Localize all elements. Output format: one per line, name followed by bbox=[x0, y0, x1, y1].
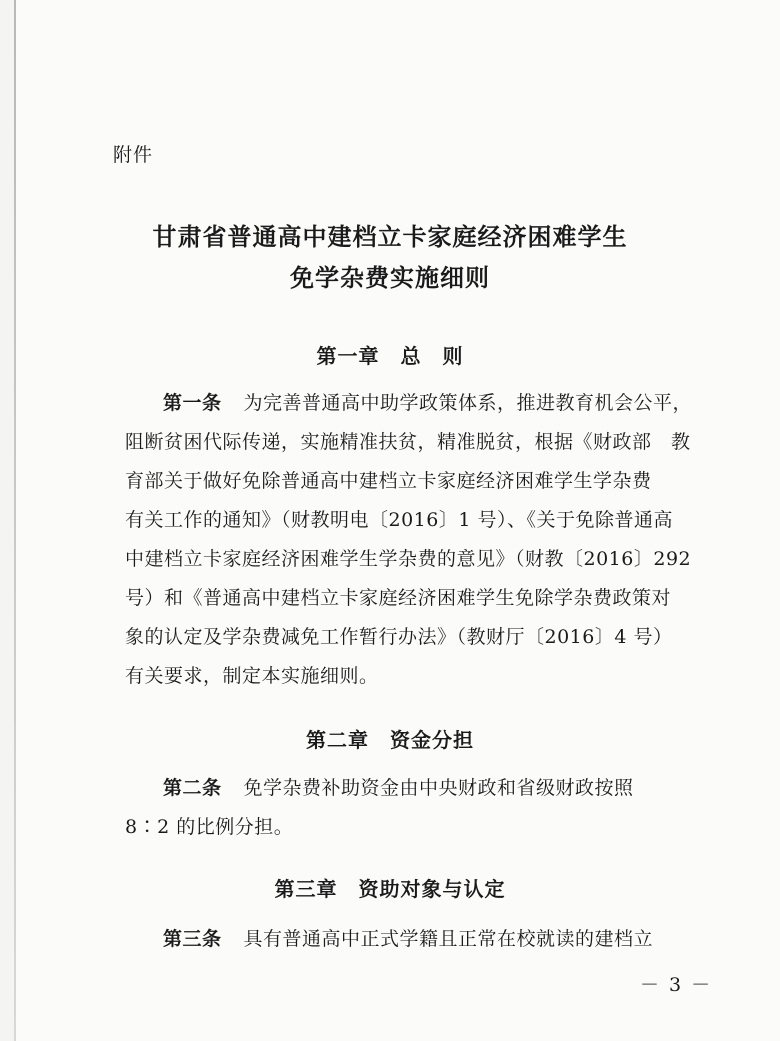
article-1-line-2: 阻断贫困代际传递，实施精准扶贫，精准脱贫，根据《财政部 教 bbox=[125, 431, 691, 453]
article-1-heading: 第一条 bbox=[163, 392, 222, 414]
article-2-line-2: 8∶2 的比例分担。 bbox=[125, 816, 294, 838]
article-3-text: 具有普通高中正式学籍且正常在校就读的建档立 bbox=[243, 928, 654, 950]
article-3-heading: 第三条 bbox=[163, 928, 222, 950]
article-1-line-3: 育部关于做好免除普通高中建档立卡家庭经济困难学生学杂费 bbox=[125, 470, 652, 492]
article-2-text: 免学杂费补助资金由中央财政和省级财政按照 bbox=[243, 777, 634, 799]
article-1-line-5: 中建档立卡家庭经济困难学生学杂费的意见》（财教〔2016〕292 bbox=[125, 548, 692, 570]
article-1-line-6: 号）和《普通高中建档立卡家庭经济困难学生免除学杂费政策对 bbox=[125, 587, 672, 609]
attachment-label: 附件 bbox=[113, 144, 154, 166]
article-3-line-1 bbox=[163, 924, 653, 951]
article-1-line-7: 象的认定及学杂费减免工作暂行办法》（教财厅〔2016〕4 号） bbox=[125, 626, 673, 648]
chapter-1-heading: 第一章 总 则 bbox=[316, 344, 464, 368]
chapter-3-heading: 第三章 资助对象与认定 bbox=[274, 877, 506, 901]
chapter-2-heading: 第二章 资金分担 bbox=[306, 728, 474, 752]
article-1-line-8: 有关要求，制定本实施细则。 bbox=[125, 665, 379, 687]
document-title-line-2: 免学杂费实施细则 bbox=[290, 263, 490, 292]
article-2-heading: 第二条 bbox=[163, 777, 222, 799]
article-1-line-1 bbox=[163, 388, 692, 415]
article-1-text: 为完善普通高中助学政策体系，推进教育机会公平， bbox=[243, 392, 693, 414]
document-title-line-1: 甘肃省普通高中建档立卡家庭经济困难学生 bbox=[152, 222, 628, 251]
article-2-line-1 bbox=[163, 773, 634, 800]
article-1-line-4: 有关工作的通知》（财教明电〔2016〕1 号）、《关于免除普通高 bbox=[125, 509, 673, 531]
page-number: － 3 － bbox=[640, 974, 713, 996]
